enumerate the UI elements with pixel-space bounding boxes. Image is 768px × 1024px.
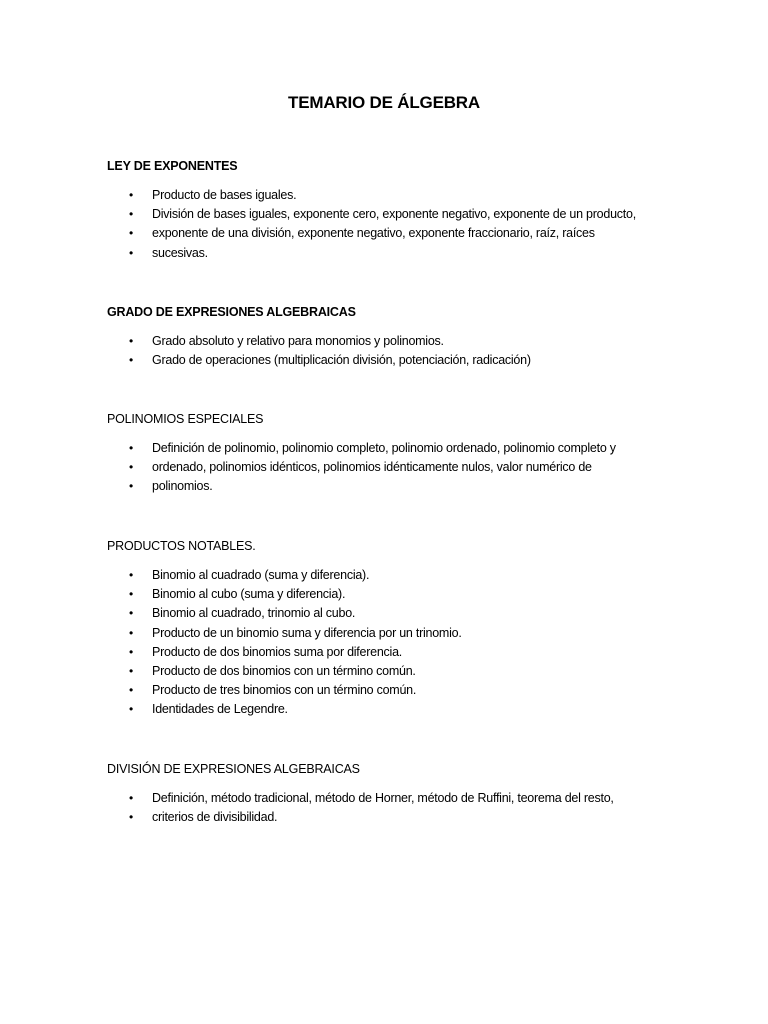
bullet-icon: • [129, 188, 133, 202]
bullet-icon: • [129, 245, 133, 260]
bullet-list [107, 566, 707, 720]
list-item-text: polinomios. [152, 479, 213, 494]
list-item [107, 681, 707, 700]
bullet-icon: • [129, 441, 133, 455]
list-item [107, 700, 707, 719]
section-heading: PRODUCTOS NOTABLES. [107, 539, 256, 553]
bullet-icon: • [129, 353, 133, 368]
list-item [107, 244, 707, 263]
list-item [107, 351, 707, 370]
bullet-icon: • [129, 702, 133, 717]
list-item [107, 624, 707, 643]
list-item [107, 458, 707, 477]
bullet-icon: • [129, 226, 133, 241]
section-productos-notables [107, 537, 707, 720]
list-item-text: exponente de una división, exponente negativo, exponente fraccionario, raíz, raíces [152, 226, 595, 241]
list-item-text: Binomio al cuadrado, trinomio al cubo. [152, 606, 356, 621]
bullet-list [107, 789, 707, 827]
section-heading: DIVISIÓN DE EXPRESIONES ALGEBRAICAS [107, 762, 360, 776]
list-item [107, 224, 707, 243]
list-item-text: Identidades de Legendre. [152, 702, 288, 717]
section-grado-de-expresiones [107, 303, 707, 370]
list-item-text: Producto de un binomio suma y diferencia por un trinomio. [152, 625, 462, 640]
bullet-icon: • [129, 587, 133, 602]
bullet-icon: • [129, 606, 133, 621]
list-item-text: Grado absoluto y relativo para monomios y polinomios. [152, 334, 444, 348]
list-item [107, 643, 707, 662]
bullet-icon: • [129, 664, 133, 679]
list-item-text: Producto de dos binomios con un término común. [152, 664, 416, 679]
list-item-text: ordenado, polinomios idénticos, polinomios idénticamente nulos, valor numérico de [152, 460, 592, 475]
list-item-text: Producto de bases iguales. [152, 188, 297, 202]
section-ley-de-exponentes [107, 157, 707, 263]
list-item [107, 789, 707, 808]
section-polinomios-especiales [107, 410, 707, 497]
list-item [107, 566, 707, 585]
section-heading: GRADO DE EXPRESIONES ALGEBRAICAS [107, 305, 356, 319]
bullet-list [107, 186, 707, 263]
bullet-list [107, 439, 707, 497]
bullet-icon: • [129, 334, 133, 348]
bullet-icon: • [129, 791, 133, 805]
bullet-icon: • [129, 460, 133, 475]
bullet-icon: • [129, 810, 133, 825]
list-item-text: Definición, método tradicional, método de Horner, método de Ruffini, teorema del resto, [152, 791, 614, 805]
bullet-list [107, 332, 707, 370]
section-division-de-expresiones [107, 760, 707, 827]
bullet-icon: • [129, 479, 133, 494]
list-item-text: Binomio al cubo (suma y diferencia). [152, 587, 346, 602]
list-item-text: Definición de polinomio, polinomio completo, polinomio ordenado, polinomio completo y [152, 441, 616, 455]
list-item-text: criterios de divisibilidad. [152, 810, 278, 825]
bullet-icon: • [129, 568, 133, 582]
bullet-icon: • [129, 644, 133, 659]
list-item [107, 205, 707, 224]
list-item-text: División de bases iguales, exponente cero, exponente negativo, exponente de un producto, [152, 207, 636, 222]
list-item [107, 332, 707, 351]
list-item-text: Producto de tres binomios con un término común. [152, 683, 417, 698]
list-item-text: Producto de dos binomios suma por diferencia. [152, 644, 403, 659]
bullet-icon: • [129, 683, 133, 698]
list-item [107, 662, 707, 681]
list-item [107, 439, 707, 458]
list-item-text: Grado de operaciones (multiplicación división, potenciación, radicación) [152, 353, 531, 368]
document-title: TEMARIO DE ÁLGEBRA [288, 93, 480, 112]
section-heading: POLINOMIOS ESPECIALES [107, 412, 264, 426]
list-item-text: Binomio al cuadrado (suma y diferencia). [152, 568, 370, 582]
list-item [107, 604, 707, 623]
list-item [107, 477, 707, 496]
list-item [107, 186, 707, 205]
list-item [107, 808, 707, 827]
bullet-icon: • [129, 207, 133, 222]
bullet-icon: • [129, 625, 133, 640]
list-item [107, 585, 707, 604]
section-heading: LEY DE EXPONENTES [107, 159, 238, 173]
list-item-text: sucesivas. [152, 245, 208, 260]
